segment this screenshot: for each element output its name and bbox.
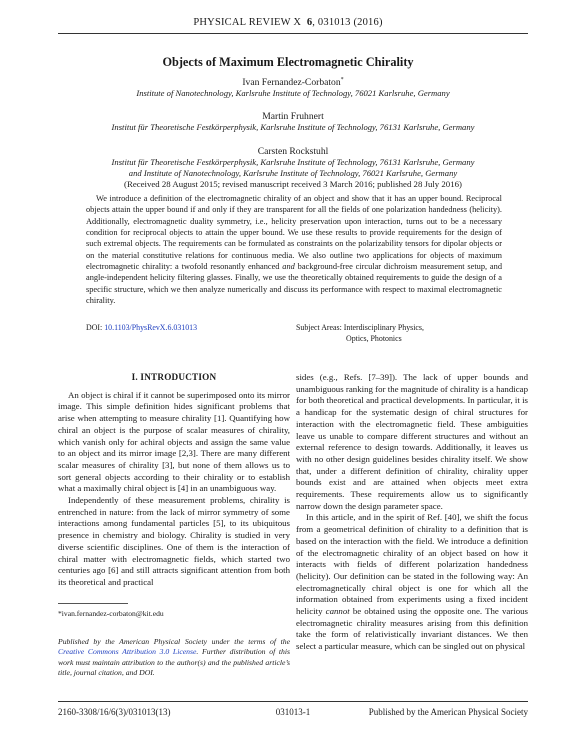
author-affiliation: Institut für Theoretische Festkörperphysik, Karlsruhe Institute of Technology, 76131 Karlsruhe, Germany: [111, 122, 475, 132]
column-left: [58, 372, 290, 589]
author-affiliation: Institut für Theoretische Festkörperphysik, Karlsruhe Institute of Technology, 76131 Karlsruhe, Germany: [111, 157, 475, 167]
subjects-line2: Optics, Photonics: [346, 333, 402, 343]
column-right: [296, 372, 528, 653]
footnote-rule: [58, 603, 128, 604]
author-mark: *: [340, 77, 344, 83]
abstract-text-cont: background-free circular dichroism measurement setup, and angle-independent helicity filtering glasses. Finally, we use the theoretically obtained requirements to guide the design of a specific structure, which we then analyze numerically and discuss its performance with respect to maximal electromagnetic chirality.: [86, 262, 502, 306]
doi: [86, 323, 197, 334]
journal-volume: 6: [306, 17, 313, 28]
journal-citation: , 031013 (2016): [312, 17, 383, 28]
paragraph: Independently of these measurement problems, chirality is entrenched in nature: from the lack of mirror symmetry of some interactions among fundamental particles [5], to its ubiquitous presence in chemistry and biology. Chirality is studied in very diverse scientific disciplines. One of them is the interaction of chiral matter with electromagnetic fields, which started two centuries ago [6] and still attracts significant attention from both its theoretical and practical: [58, 495, 290, 587]
license-notice: [58, 637, 290, 678]
author-block-1: [58, 75, 528, 99]
footnote-email: *ivan.fernandez-corbaton@kit.edu: [58, 609, 164, 618]
journal-name: PHYSICAL REVIEW X: [193, 17, 302, 28]
article-title: Objects of Maximum Electromagnetic Chirality: [162, 55, 414, 69]
footer-rule: [58, 701, 528, 702]
footer-issn: 2160-3308/16/6(3)/031013(13): [58, 707, 171, 717]
paragraph: [296, 512, 528, 652]
abstract: [86, 193, 502, 306]
license-link[interactable]: Creative Commons Attribution 3.0 License: [58, 647, 197, 657]
license-text-cont: . Further distribution of this work must maintain attribution to the author(s) and the published article’s title, journal citation, and DOI.: [58, 647, 290, 677]
license-text: Published by the American Physical Society under the terms of the: [58, 637, 290, 646]
abstract-text: We introduce a definition of the electromagnetic chirality of an object and show that it has an upper bound. Reciprocal objects attain the upper bound if and only if they are transparent for all the fields of one polarization handedness (helicity). Additionally, electromagnetic duality symmetry, i.e., helicity preservation upon interaction, turns out to be a necessary condition for reciprocal objects to attain the upper bound. We use these results to provide requirements for the design of such extremal objects. The requirements can be formulated as constraints on the polarizability tensors for dipolar objects or on the material constitutive relations for continuous media. We also outline two applications for objects of maximum electromagnetic chirality: a twofold resonantly enhanced: [86, 194, 502, 272]
journal-header: [0, 17, 576, 28]
author-affiliation: Institute of Nanotechnology, Karlsruhe Institute of Technology, 76021 Karlsruhe, Germany: [136, 88, 450, 99]
abstract-emphasis: and: [282, 262, 295, 272]
author-affiliation: and Institute of Nanotechnology, Karlsruhe Institute of Technology, 76021 Karlsruhe, Germany: [128, 168, 458, 178]
author-name: Carsten Rockstuhl: [257, 146, 329, 157]
paragraph: sides (e.g., Refs. [7–39]). The lack of upper bounds and unambiguous ranking for the magnitude of chirality is a handicap for both theoretical and practical developments. In particular, it is a handicap for the systematic design of chiral structures for interaction with the electromagnetic field. These ambiguities leave us unable to compare different structures and without an external reference to design towards. Additionally, it leaves us with no other design guidelines besides chirality itself. We show that, under a different definition of chirality, chirality upper bounds exist and are attained when objects meet extra requirements. These requirements allow us to significantly narrow down the design parameter space.: [296, 372, 528, 511]
author-name: Ivan Fernandez-Corbaton: [242, 77, 341, 89]
subjects-label: Subject Areas: Interdisciplinary Physics,: [296, 323, 424, 332]
paragraph-text: In this article, and in the spirit of Ref. [40], we shift the focus from a geometrical definition of chirality to a definition that is based on the interaction with the field. We introduce a definition of the electromagnetic chirality of an object based on how it interacts with fields of different polarization handedness (helicity). Our definition can be stated in the following way: An electromagnetically chiral object is one for which all the information obtained from experiments using a fixed incident helicity: [296, 512, 528, 617]
doi-label: DOI:: [86, 323, 105, 332]
paragraph-text-cont: be obtained using the opposite one. The various electromagnetic chirality measures arising from this definition take the form of relativistically invariant distances. We then select a particular measure, which can be singled out on physical: [296, 606, 528, 652]
doi-link[interactable]: 10.1103/PhysRevX.6.031013: [104, 323, 198, 332]
author-block-2: [58, 111, 528, 133]
header-rule: [58, 33, 528, 34]
page-number: 031013-1: [275, 707, 311, 717]
author-name: Martin Fruhnert: [262, 111, 324, 122]
subject-areas: [296, 323, 506, 344]
footer-publisher: Published by the American Physical Society: [368, 707, 528, 717]
section-heading: I. INTRODUCTION: [131, 372, 217, 382]
paragraph-emphasis: cannot: [325, 606, 350, 617]
paragraph: An object is chiral if it cannot be superimposed onto its mirror image. This simple definition hides significant problems that arise when attempting to measure chirality [1]. Quantifying how chiral an object is the purpose of scalar measures of chirality, which vanish only for achiral objects and assign the same value to an object and its mirror image [2,3]. There are many different scalar measures of chirality [3], but none of them allows us to sort general objects according to their chirality or to establish what a maximally chiral object is [4] in an unambiguous way.: [58, 389, 290, 494]
received-dates: (Received 28 August 2015; revised manuscript received 3 March 2016; published 28 July 2016): [124, 179, 462, 189]
author-block-3: [58, 146, 528, 190]
